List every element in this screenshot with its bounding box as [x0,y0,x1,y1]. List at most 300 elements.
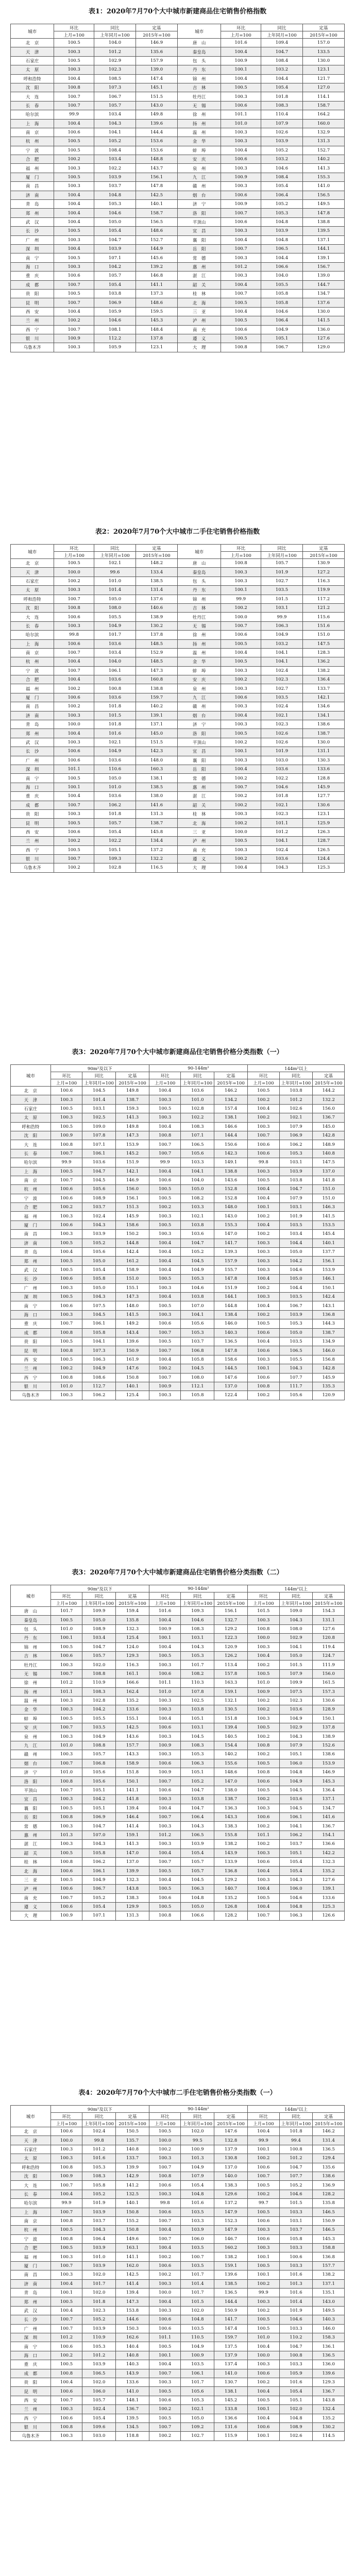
header-mom: 环比 [248,1072,280,1079]
index-value: 102.2 [261,774,302,783]
index-value: 100.4 [149,1248,181,1257]
table-row [11,2396,345,2404]
city-name: 牡丹江 [177,92,221,101]
price-index-table [10,1585,345,1921]
index-value: 135.2 [313,1867,345,1875]
index-value: 100.6 [149,1723,181,1732]
city-name: 宜 昌 [177,747,221,756]
table-row [11,334,345,343]
index-value: 100.3 [221,128,261,137]
index-value: 126.3 [302,827,344,836]
index-value: 104.4 [261,74,302,83]
city-name: 贵 阳 [11,2378,51,2386]
index-value: 105.9 [94,307,136,316]
index-value: 138.5 [136,577,177,585]
header-size-group: 144m²以上 [248,1065,345,1072]
index-value: 100.8 [149,1131,181,1140]
index-value: 101.2 [50,2333,82,2342]
index-value: 100.5 [248,1176,280,1184]
index-value: 100.7 [149,1140,181,1149]
index-value: 104.7 [82,1642,116,1651]
index-value: 105.8 [181,1391,214,1400]
index-value: 103.6 [94,675,136,684]
index-value: 104.8 [94,191,136,199]
index-value: 100.8 [279,2351,313,2360]
index-value: 103.2 [261,639,302,648]
index-value: 106.4 [261,191,302,199]
index-value: 101.5 [248,1607,280,1616]
index-value: 105.0 [279,1248,313,1257]
table-row [11,262,345,271]
index-value: 104.7 [82,1167,116,1176]
index-value: 100.3 [50,2252,82,2261]
index-value: 100.6 [221,191,261,199]
index-value: 100.2 [221,738,261,747]
index-value: 100.4 [221,307,261,316]
table-row [11,1687,345,1696]
index-value: 100.7 [54,101,94,110]
index-value: 156.5 [136,217,177,226]
index-value: 100.4 [54,307,94,316]
city-name: 无 锡 [177,621,221,630]
index-value: 100.2 [248,1840,280,1849]
index-value: 101.7 [181,2289,214,2297]
city-name: 广 州 [11,2324,51,2333]
index-value: 129.0 [302,343,344,352]
index-value: 100.3 [54,235,94,244]
header-sub-fixed: 2015年=100 [116,1600,149,1607]
index-value: 101.0 [50,1741,82,1750]
index-value: 100.6 [54,613,94,621]
index-value: 99.9 [261,613,302,621]
city-name: 南 京 [11,2216,51,2225]
index-value: 100.9 [149,1382,181,1391]
table-row [11,1911,345,1920]
index-value: 146.8 [136,272,177,280]
table-section [10,2081,345,2576]
index-value: 100.8 [50,2369,82,2378]
index-value: 116.3 [116,1660,149,1669]
index-value: 100.8 [50,1373,82,1382]
index-value: 106.2 [82,1391,116,1400]
index-value: 156.1 [313,1257,345,1265]
index-value: 100.4 [54,200,94,209]
index-value: 99.9 [248,2289,280,2297]
index-value: 100.2 [248,1696,280,1705]
index-value: 100.6 [149,1669,181,1678]
index-value: 100.3 [221,666,261,675]
index-value: 146.9 [116,1176,149,1184]
index-value: 129.2 [214,1875,248,1884]
index-value: 102.0 [82,1660,116,1669]
index-value: 109.9 [82,1607,116,1616]
index-value: 100.9 [221,173,261,181]
index-value: 100.7 [221,244,261,253]
index-value: 139.9 [116,2163,149,2172]
header-sub-mom: 上月=100 [149,2120,181,2127]
index-value: 100.3 [54,65,94,74]
city-name: 遵 义 [11,1902,51,1911]
index-value: 146.9 [136,39,177,47]
city-name: 太 原 [11,2154,51,2163]
table-row [11,128,345,137]
index-value: 100.0 [54,720,94,729]
city-name: 韶 关 [11,1849,51,1857]
table-row [11,693,345,702]
table-row [11,2270,345,2279]
index-value: 160.3 [136,765,177,773]
index-value: 100.5 [149,1902,181,1911]
index-value: 100.4 [221,863,261,872]
index-value: 141.7 [214,2315,248,2324]
city-name: 贵 阳 [11,1337,51,1346]
index-value: 100.2 [248,1095,280,1104]
table-row [11,1319,345,1328]
header-sub-yoy: 上年同月=100 [279,2120,313,2127]
index-value: 100.3 [248,1239,280,1247]
index-value: 104.9 [82,1732,116,1741]
index-value: 103.1 [279,2216,313,2225]
index-value: 151.0 [116,1275,149,1283]
index-value: 104.3 [94,119,136,128]
index-value: 143.9 [116,2369,149,2378]
index-value: 138.7 [136,819,177,827]
index-value: 100.7 [221,783,261,791]
index-value: 138.5 [214,2279,248,2288]
index-value: 105.4 [279,1867,313,1875]
city-name: 锦 州 [177,595,221,603]
index-value: 103.7 [181,1337,214,1346]
index-value: 105.7 [82,2396,116,2404]
index-value: 144.4 [136,128,177,137]
index-value: 136.4 [302,675,344,684]
index-value: 100.5 [248,2181,280,2190]
index-value: 108.9 [279,2422,313,2431]
index-value: 102.7 [261,577,302,585]
index-value: 100.3 [149,1113,181,1122]
index-value: 107.9 [181,2172,214,2180]
index-value: 100.1 [50,2289,82,2297]
index-value: 155.7 [214,1265,248,1274]
index-value: 138.6 [302,720,344,729]
index-value: 104.9 [261,325,302,334]
table-row [11,1795,345,1804]
table-row [11,1902,345,1911]
index-value: 104.9 [82,1364,116,1373]
index-value: 100.1 [248,2270,280,2279]
index-value: 100.5 [149,1651,181,1660]
table-row [11,621,345,630]
header-mom: 环比 [50,2113,82,2120]
index-value: 147.0 [116,1849,149,1857]
index-value: 105.3 [181,2396,214,2404]
index-value: 100.3 [149,1705,181,1714]
index-value: 100.7 [50,1176,82,1184]
index-value: 140.3 [313,2315,345,2324]
index-value: 101.2 [221,262,261,271]
city-name: 乌鲁木齐 [11,2432,51,2441]
header-yoy: 同比 [279,1592,313,1600]
index-value: 147.4 [136,74,177,83]
index-value: 102.9 [279,1634,313,1642]
index-value: 152.8 [214,1194,248,1202]
index-value: 100.6 [54,272,94,280]
index-value: 159.3 [116,1104,149,1113]
index-value: 158.9 [116,1265,149,1274]
city-name: 惠 州 [177,262,221,271]
table-row [11,2315,345,2324]
index-value: 100.1 [54,783,94,791]
city-name: 太 原 [11,1113,51,1122]
index-value: 108.6 [82,1373,116,1382]
city-name: 湛 江 [11,1840,51,1849]
index-value: 147.5 [313,1158,345,1167]
city-name: 包 头 [177,56,221,65]
index-value: 102.7 [261,684,302,693]
index-value: 100.3 [149,2378,181,2386]
index-value: 152.3 [214,2216,248,2225]
index-value: 151.5 [136,92,177,101]
table-row [11,235,345,244]
index-value: 133.6 [313,1893,345,1902]
city-name: 烟 台 [177,191,221,199]
index-value: 150.6 [214,1140,248,1149]
index-value: 105.6 [181,1319,214,1328]
index-value: 100.4 [54,209,94,217]
index-value: 104.1 [261,648,302,657]
index-value: 109.4 [261,39,302,47]
index-value: 104.6 [261,783,302,791]
index-value: 105.5 [94,613,136,621]
index-value: 150.9 [214,2306,248,2315]
index-value: 143.6 [116,1732,149,1741]
index-value: 100.6 [248,1857,280,1866]
index-value: 105.0 [94,217,136,226]
index-value: 140.3 [214,1328,248,1337]
index-value: 105.1 [279,1750,313,1759]
index-value: 103.1 [279,1203,313,1212]
table-row [11,2432,345,2441]
index-value: 103.6 [82,1158,116,1167]
index-value: 103.0 [261,756,302,765]
table-row [11,298,345,307]
index-value: 104.8 [181,2315,214,2324]
index-value: 104.3 [279,1616,313,1624]
city-name: 深 圳 [11,765,54,773]
city-name: 桂 林 [11,1857,51,1866]
index-value: 101.4 [279,2297,313,2306]
index-value: 137.0 [214,2163,248,2172]
index-value: 100.5 [149,1104,181,1113]
header-mom: 环比 [221,24,261,31]
index-value: 112.2 [94,334,136,343]
index-value: 143.8 [313,2396,345,2404]
city-name: 烟 台 [177,711,221,720]
city-name: 银 川 [11,2422,51,2431]
index-value: 100.5 [54,819,94,827]
price-index-table [10,1064,345,1400]
index-value: 104.7 [279,2342,313,2351]
index-value: 100.3 [221,577,261,585]
city-name: 沈 阳 [11,2172,51,2180]
index-value: 102.1 [261,801,302,809]
index-value: 105.3 [181,1275,214,1283]
table-row [11,307,345,316]
city-name: 天 津 [11,568,54,577]
table-row [11,1346,345,1355]
index-value: 100.8 [50,2216,82,2225]
table-row [11,1651,345,1660]
index-value: 100.3 [221,845,261,854]
city-name: 长 春 [11,101,54,110]
table-row [11,2145,345,2154]
index-value: 100.3 [149,1660,181,1669]
index-value: 151.0 [313,1194,345,1202]
index-value: 100.3 [50,1750,82,1759]
index-value: 110.2 [279,2333,313,2342]
city-name: 无 锡 [177,101,221,110]
table-row [11,1104,345,1113]
city-name: 常 德 [177,774,221,783]
index-value: 155.6 [214,1759,248,1768]
header-size-group: 90m²及以下 [50,1585,149,1592]
index-value: 100.2 [54,863,94,872]
table-row [11,2405,345,2414]
index-value: 106.0 [82,2387,116,2396]
city-name: 蚌 埠 [177,146,221,155]
index-value: 103.5 [279,1221,313,1229]
index-value: 100.4 [149,1257,181,1265]
index-value: 144.4 [214,2297,248,2306]
table-row [11,137,345,146]
index-value: 104.6 [94,316,136,325]
table-row [11,155,345,164]
city-name: 哈尔滨 [11,1158,51,1167]
header-size-group: 90-144m² [149,1585,247,1592]
index-value: 106.0 [181,2234,214,2243]
index-value: 156.0 [116,1185,149,1194]
table-row [11,2306,345,2315]
index-value: 104.3 [181,1642,214,1651]
index-value: 138.9 [136,613,177,621]
index-value: 100.5 [149,1185,181,1194]
header-sub-mom: 上月=100 [248,1600,280,1607]
index-value: 105.6 [279,1391,313,1400]
index-value: 133.9 [214,1857,248,1866]
index-value: 143.3 [116,1750,149,1759]
index-value: 100.4 [149,1714,181,1723]
index-value: 103.9 [82,2324,116,2333]
index-value: 99.6 [94,568,136,577]
index-value: 105.2 [82,2190,116,2198]
index-value: 100.2 [50,1203,82,1212]
index-value: 108.3 [181,1122,214,1131]
index-value: 105.8 [279,2234,313,2243]
city-name: 杭 州 [11,657,54,666]
table-row [11,729,345,738]
header-sub-yoy: 上年同月=100 [279,1079,313,1087]
header-sub-yoy: 上年同月=100 [181,1079,214,1087]
index-value: 104.9 [181,2342,214,2351]
index-value: 100.3 [54,47,94,56]
index-value: 138.7 [214,1795,248,1804]
index-value: 150.1 [116,1777,149,1786]
index-value: 103.2 [261,65,302,74]
index-value: 138.2 [214,2252,248,2261]
index-value: 147.0 [214,1777,248,1786]
index-value: 101.8 [94,809,136,818]
index-value: 143.0 [313,2297,345,2306]
index-value: 105.6 [82,1185,116,1194]
city-name: 西 安 [11,1355,51,1364]
index-value: 104.1 [261,657,302,666]
index-value: 155.2 [116,2216,149,2225]
index-value: 102.2 [94,164,136,173]
header-mom: 环比 [54,24,94,31]
city-name: 长 沙 [11,1275,51,1283]
table-section [10,0,345,520]
index-value: 162.4 [116,1687,149,1696]
table-row [11,1230,345,1239]
index-value: 100.5 [248,1893,280,1902]
table-row [11,648,345,657]
index-value: 100.5 [54,56,94,65]
index-value: 129.3 [313,2378,345,2386]
index-value: 135.2 [214,1893,248,1902]
index-value: 105.7 [82,1750,116,1759]
city-name: 南 宁 [11,2342,51,2351]
city-name: 洛 阳 [177,209,221,217]
index-value: 109.0 [82,1122,116,1131]
index-value: 105.4 [261,83,302,92]
table-row [11,1149,345,1158]
index-value: 102.7 [181,2432,214,2441]
index-value: 132.8 [214,2136,248,2145]
city-name: 泸 州 [177,837,221,845]
city-name: 乌鲁木齐 [11,343,54,352]
city-name: 吉 林 [177,83,221,92]
index-value: 100.9 [50,1131,82,1140]
index-value: 100.7 [54,854,94,863]
table-row [11,774,345,783]
index-value: 100.7 [50,1669,82,1678]
index-value: 110.5 [181,2333,214,2342]
table-row [11,1257,345,1265]
table-row [11,1849,345,1857]
index-value: 105.0 [279,1275,313,1283]
index-value: 103.4 [94,648,136,657]
index-value: 140.2 [302,155,344,164]
header-yoy: 同比 [94,24,136,31]
index-value: 104.7 [279,2163,313,2172]
index-value: 105.4 [181,2181,214,2190]
city-name: 银 川 [11,334,54,343]
index-value: 100.5 [50,1104,82,1113]
city-name: 大 理 [11,1911,51,1920]
index-value: 130.9 [302,559,344,568]
index-value: 100.3 [149,1310,181,1319]
index-value: 136.8 [313,1310,345,1319]
city-name: 西 宁 [11,325,54,334]
index-value: 99.8 [54,631,94,639]
index-value: 130.0 [302,738,344,747]
index-value: 140.5 [214,1732,248,1741]
index-value: 99.9 [54,110,94,119]
city-name: 北 京 [11,1087,51,1095]
index-value: 100.3 [248,2297,280,2306]
index-value: 155.1 [116,1714,149,1723]
index-value: 104.3 [82,1292,116,1301]
